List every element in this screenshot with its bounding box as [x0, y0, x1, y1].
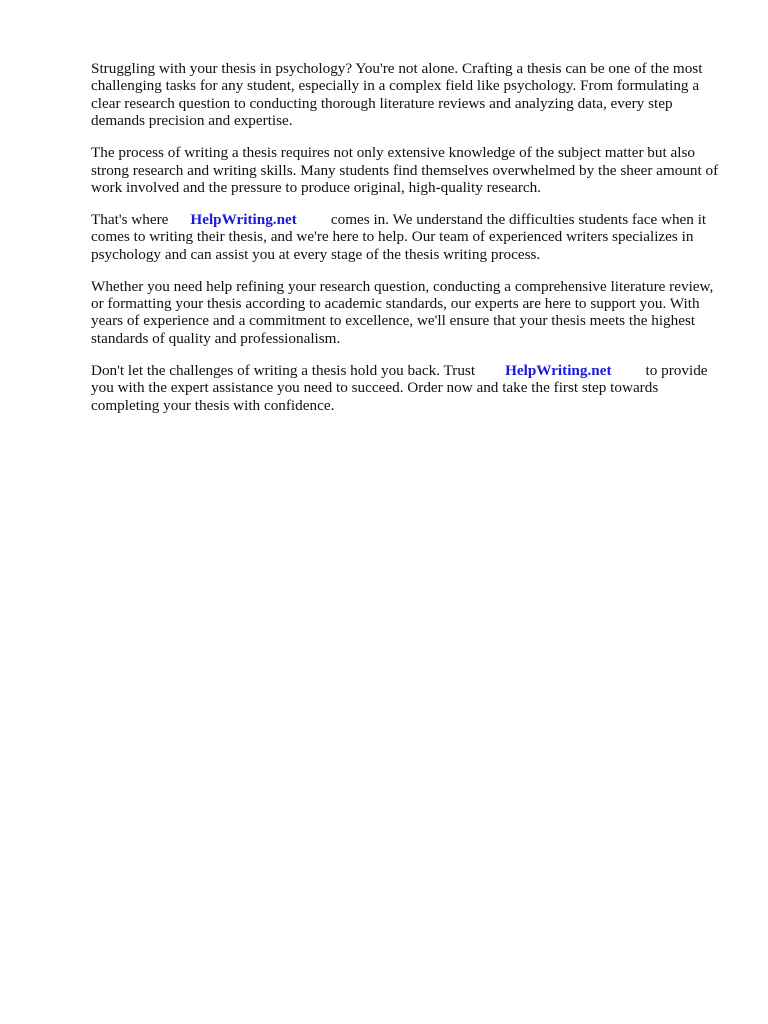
paragraph-closing-lead: Don't let the challenges of writing a thesis hold you back. Trust [91, 361, 476, 379]
paragraph-service [91, 211, 721, 263]
paragraph-closing-rest: to provide you with the expert assistance you need to succeed. Order now and take the first step towards completing your thesis with confidence. [91, 361, 708, 414]
paragraph-closing [91, 362, 721, 414]
helpwriting-link-closing[interactable]: HelpWriting.net [505, 361, 612, 379]
helpwriting-link[interactable]: HelpWriting.net [190, 210, 297, 228]
paragraph-support: Whether you need help refining your research question, conducting a comprehensive literature review, or formatting your thesis according to academic standards, our experts are here to support you. With years of experience and a commitment to excellence, we'll ensure that your thesis meets the highest standards of quality and professionalism. [91, 277, 714, 347]
paragraph-service-rest: comes in. We understand the difficulties students face when it comes to writing their thesis, and we're here to help. Our team of experienced writers specializes in psychology and can assist you at every stage of the thesis writing process. [91, 210, 707, 263]
paragraph-intro: Struggling with your thesis in psychology? You're not alone. Crafting a thesis can be one of the most challenging tasks for any student, especially in a complex field like psychology. From formulating a clear research question to conducting thorough literature reviews and analyzing data, every step demands precision and expertise. [91, 60, 703, 130]
document-body [91, 60, 721, 428]
paragraph-process: The process of writing a thesis requires not only extensive knowledge of the subject matter but also strong research and writing skills. Many students find themselves overwhelmed by the sheer amount of work involved and the pressure to produce original, high-quality research. [91, 144, 719, 196]
paragraph-service-lead: That's where [91, 210, 169, 228]
